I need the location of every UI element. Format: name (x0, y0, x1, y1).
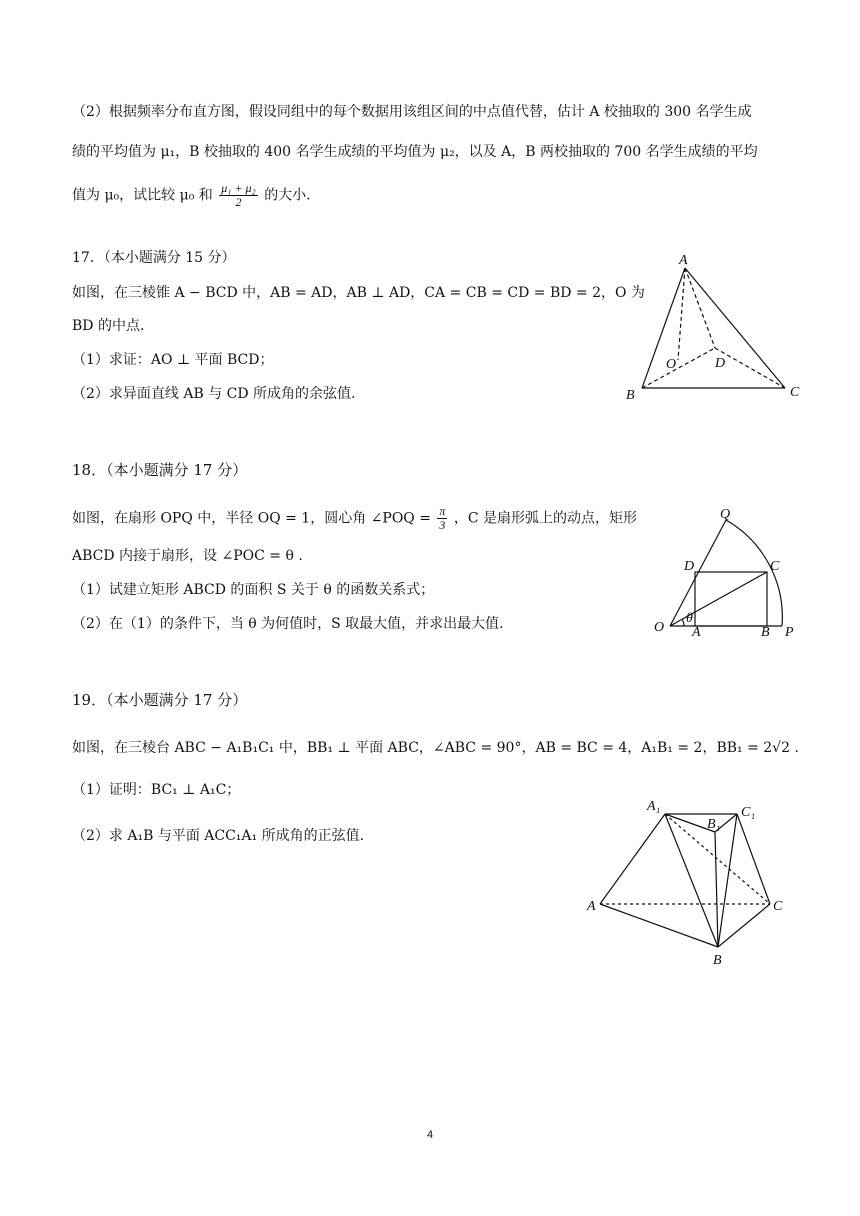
p18-label-q: Q (720, 507, 731, 522)
p18-label-b: B (761, 625, 770, 640)
p19-figure-frustum (585, 790, 795, 970)
p19-label-c1: C₁ (741, 805, 756, 820)
p16-part2-line1: （2）根据频率分布直方图，假设同组中的每个数据用该组区间的中点值代替，估计 A 校抽取的 300 名学生成 (72, 104, 752, 120)
p18-frac-den: 3 (439, 518, 446, 532)
p19-label-b1: B₁ (707, 817, 721, 832)
p16-part2-line2: 绩的平均值为 μ₁，B 校抽取的 400 名学生成绩的平均值为 μ₂，以及 A，B 两校抽取的 700 名学生成绩的平均 (72, 144, 758, 160)
p18-line1 (72, 505, 637, 532)
p18-figure-sector (650, 500, 810, 640)
p19-label-b: B (713, 953, 722, 968)
p19-label-c: C (773, 899, 783, 914)
p19-q2: （2）求 A₁B 与平面 ACC₁A₁ 所成角的正弦值. (72, 828, 365, 844)
p19-label-a1: A₁ (647, 799, 661, 814)
p17-label-b: B (626, 388, 635, 403)
p17-q2: （2）求异面直线 AB 与 CD 所成角的余弦值. (72, 386, 356, 402)
p16-frac-num: μ₁ + μ₂ (221, 181, 256, 195)
p16-frac-den: 2 (235, 195, 242, 209)
p18-label-p: P (785, 625, 794, 640)
p18-header: 18．（本小题满分 17 分） (72, 461, 248, 479)
p18-line1-post: ，C 是扇形弧上的动点，矩形 (453, 510, 638, 527)
p17-q1: （1）求证：AO ⊥ 平面 BCD； (72, 352, 274, 368)
p17-label-o: O (666, 357, 677, 372)
page-number: 4 (426, 1129, 434, 1141)
p17-label-a: A (679, 253, 688, 268)
p17-figure-pyramid (610, 248, 820, 408)
p16-line3-post: 的大小. (264, 187, 311, 204)
p19-line1: 如图，在三棱台 ABC − A₁B₁C₁ 中，BB₁ ⊥ 平面 ABC，∠ABC = 90°，AB = BC = 4，A₁B₁ = 2，BB₁ = 2√2 . (72, 740, 799, 756)
p18-q1: （1）试建立矩形 ABCD 的面积 S 关于 θ 的函数关系式； (72, 582, 435, 598)
p18-fraction (437, 505, 447, 532)
p17-line2: BD 的中点. (72, 318, 145, 334)
p18-label-o: O (654, 620, 665, 635)
p19-q1: （1）证明：BC₁ ⊥ A₁C； (72, 782, 241, 798)
p19-header: 19．（本小题满分 17 分） (72, 691, 248, 709)
p18-label-theta: θ (686, 611, 693, 626)
p17-line1: 如图，在三棱锥 A − BCD 中，AB = AD，AB ⊥ AD，CA = CB = CD = BD = 2，O 为 (72, 285, 645, 301)
p18-label-a: A (692, 625, 701, 640)
p19-label-a: A (587, 899, 596, 914)
p17-label-d: D (715, 356, 726, 371)
p18-q2: （2）在（1）的条件下，当 θ 为何值时，S 取最大值，并求出最大值. (72, 616, 504, 632)
p17-label-c: C (790, 385, 800, 400)
p18-frac-num: π (439, 504, 446, 518)
p18-label-d: D (684, 559, 695, 574)
p16-line3-pre: 值为 μ₀，试比较 μ₀ 和 (72, 187, 213, 204)
p16-fraction (219, 182, 258, 209)
p16-part2-line3 (72, 182, 311, 209)
p18-line1-pre: 如图，在扇形 OPQ 中，半径 OQ = 1，圆心角 ∠POQ = (72, 510, 431, 527)
p18-label-c: C (770, 559, 780, 574)
p17-header: 17．（本小题满分 15 分） (72, 250, 236, 266)
p18-line2: ABCD 内接于扇形，设 ∠POC = θ . (72, 548, 303, 564)
